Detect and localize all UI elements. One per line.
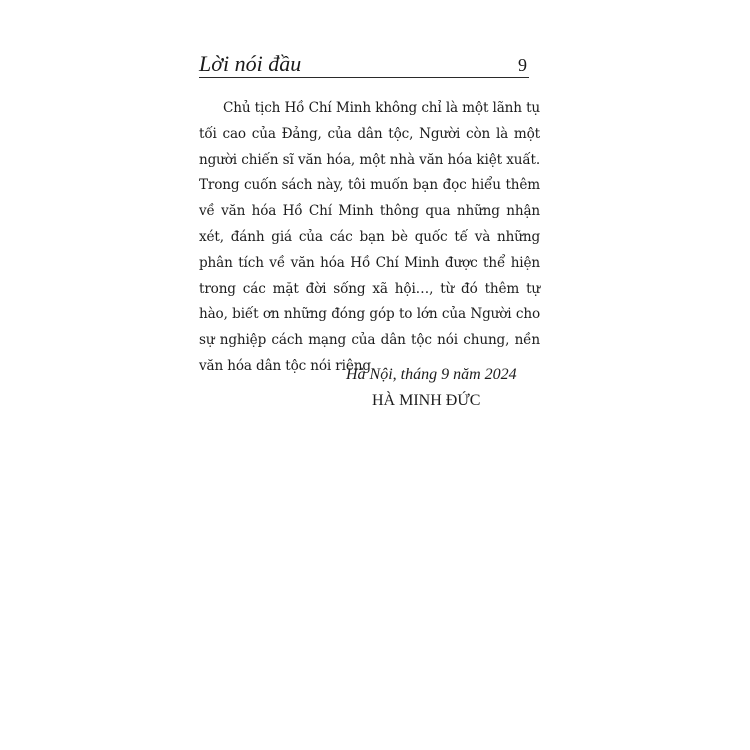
running-header (199, 50, 529, 80)
body-paragraph: Chủ tịch Hồ Chí Minh không chỉ là một lãnh tụ tối cao của Đảng, của dân tộc, Người còn là một người chiến sĩ văn hóa, một nhà văn hóa kiệt xuất. Trong cuốn sách này, tôi muốn bạn đọc hiểu thêm về văn hóa Hồ Chí Minh thông qua những nhận xét, đánh giá của các bạn bè quốc tế và những phân tích về văn hóa Hồ Chí Minh được thể hiện trong các mặt đời sống xã hội…, từ đó thêm tự hào, biết ơn những đóng góp to lớn của Người cho sự nghiệp cách mạng của dân tộc nói chung, nền văn hóa dân tộc nói riêng. (199, 100, 540, 374)
signoff-author: HÀ MINH ĐỨC (372, 392, 481, 409)
header-divider (199, 77, 529, 78)
page-number: 9 (518, 55, 527, 75)
running-title: Lời nói đầu (199, 51, 302, 76)
signoff-place-date: Hà Nội, tháng 9 năm 2024 (346, 366, 517, 383)
